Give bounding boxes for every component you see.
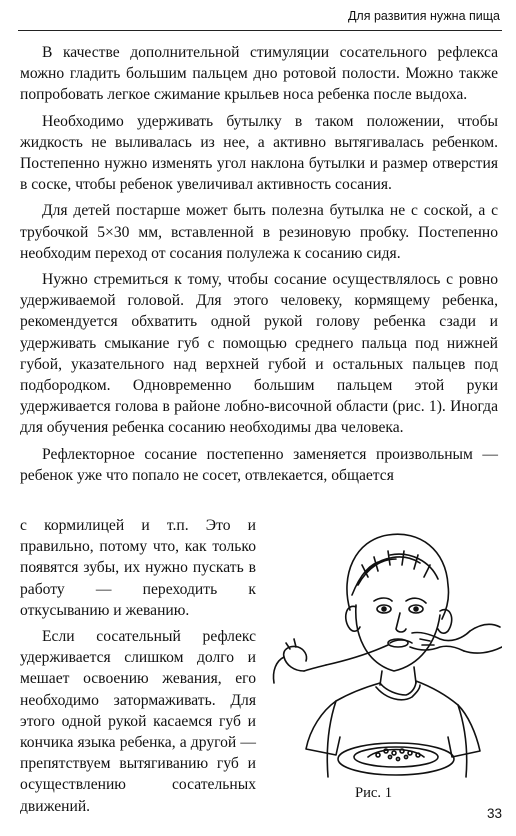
figure-caption: Рис. 1 <box>355 785 392 801</box>
child-feeding-illustration <box>270 515 502 785</box>
paragraph-2: Необходимо удерживать бутылку в таком положении, чтобы жидкость не выливалась из нее, а активно вытягивалась ребенком. Постепенно нужно изменять угол наклона бутылки и размер отверстия в соске, чтобы ребенок увеличивал активность сосания. <box>20 112 498 194</box>
wrapped-text-column <box>20 515 256 822</box>
header-title: Для развития нужна пища <box>347 9 500 23</box>
paragraph-4: Нужно стремиться к тому, чтобы сосание осуществлялось с ровно удерживаемой головой. Для этого человеку, кормящему ребенка, рекомендуется обхватить одной рукой голову ребенка сзади и удерживать смыкание губ с помощью среднего пальца под нижней губой, указательного над верхней губой и остальных пальцев под подбородком. Одновременно большим пальцем этой руки удерживается голова в районе лобно-височной области (рис. 1). Иногда для обучения ребенка сосанию необходимы два человека. <box>20 271 498 437</box>
paragraph-6: с кормилицей и т.п. Это и правильно, потому что, как только появятся зубы, их нужно пускать в работу — переходить к откусыванию и жеванию. <box>20 517 256 619</box>
paragraph-7: Если сосательный рефлекс удерживается слишком долго и мешает освоению жевания, его необходимо затормаживать. Для этого одной рукой касаемся губ и кончика языка ребенка, а другой — препятствуем вытягиванию губ и осуществлению сосательных движений. <box>20 628 256 815</box>
page-number: 33 <box>486 806 502 821</box>
main-text <box>20 42 498 486</box>
figure-illustration <box>270 515 502 805</box>
paragraph-5: Рефлекторное сосание постепенно заменяется произвольным — ребенок уже что попало не сосет, отвлекается, общается <box>20 445 498 484</box>
paragraph-3: Для детей постарше может быть полезна бутылка не с соской, а с трубочкой 5×30 мм, вставленной в резиновую пробку. Постепенно необходим переход от сосания полулежа к сосанию сидя. <box>20 202 498 262</box>
running-header <box>18 6 502 31</box>
paragraph-1: В качестве дополнительной стимуляции сосательного рефлекса можно гладить большим пальцем дно ротовой полости. Можно также попробовать легкое сжимание крыльев носа ребенка после выдоха. <box>20 44 498 104</box>
